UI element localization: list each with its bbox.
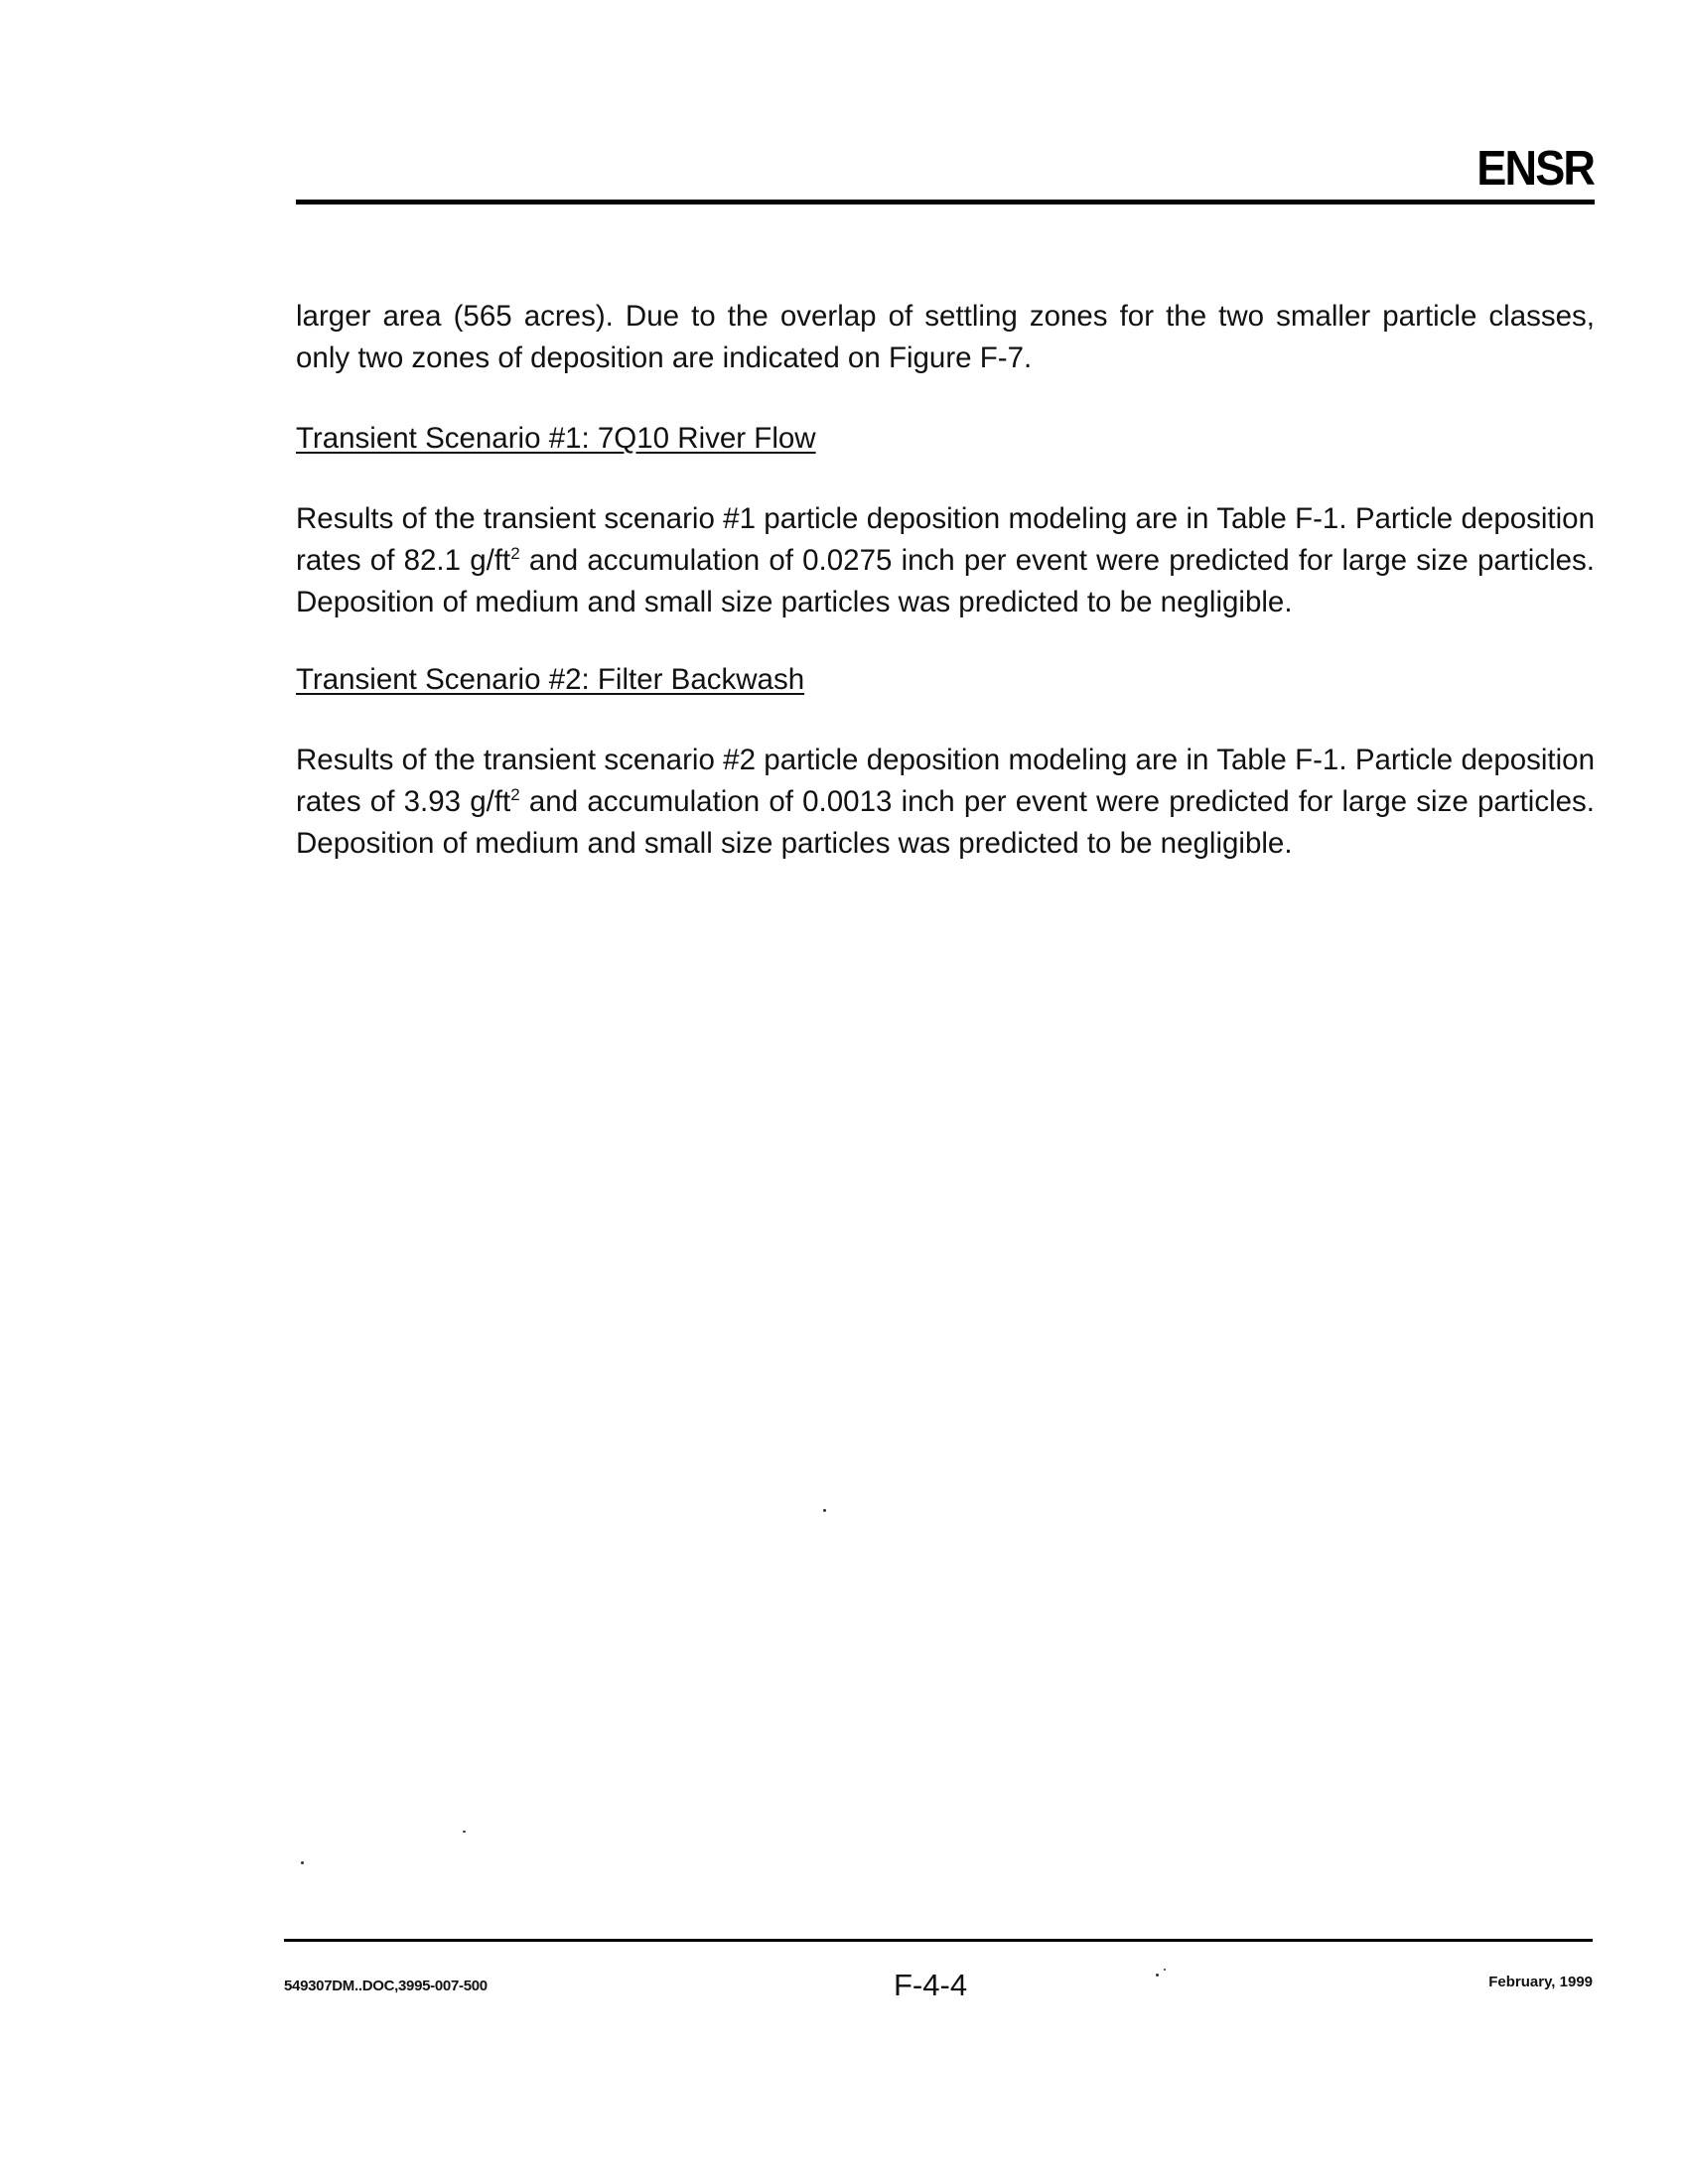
footer-rule: [284, 1939, 1593, 1942]
paragraph-scenario-1-part-b: and accumulation of 0.0275 inch per event were predicted for large size particles. Deposition of medium and small size particles was predicted to be negligible.: [296, 544, 1595, 618]
superscript-exponent: 2: [510, 785, 520, 805]
paragraph-scenario-1-part-a: Results of the transient scenario #1 particle deposition modeling are in Table F-1. Particle deposition rates of 82.1 g/ft: [296, 502, 1595, 577]
page-number: F-4-4: [894, 1968, 968, 2002]
scan-speck: [1164, 1969, 1166, 1971]
scan-speck: [823, 1509, 826, 1512]
header-rule: [296, 200, 1595, 205]
company-logo: ENSR: [1476, 142, 1594, 196]
body-content: [296, 296, 1595, 865]
paragraph-intro: larger area (565 acres). Due to the overlap of settling zones for the two smaller particle classes, only two zones of deposition are indicated on Figure F-7.: [296, 300, 1595, 374]
paragraph-scenario-2: [296, 740, 1595, 865]
document-id: 549307DM..DOC,3995-007-500: [284, 1978, 488, 1994]
section-heading-scenario-2: Transient Scenario #2: Filter Backwash: [296, 663, 805, 696]
document-date: February, 1999: [1488, 1974, 1593, 1990]
superscript-exponent: 2: [510, 544, 520, 564]
scan-speck: [1156, 1974, 1159, 1977]
scan-speck: [301, 1861, 304, 1864]
paragraph-scenario-1: [296, 498, 1595, 623]
paragraph-scenario-2-part-a: Results of the transient scenario #2 particle deposition modeling are in Table F-1. Particle deposition rates of 3.93 g/ft: [296, 744, 1595, 818]
section-heading-scenario-1: Transient Scenario #1: 7Q10 River Flow: [296, 422, 816, 455]
scan-speck: [463, 1831, 466, 1833]
paragraph-scenario-2-part-b: and accumulation of 0.0013 inch per event were predicted for large size particles. Deposition of medium and small size particles was predicted to be negligible.: [296, 785, 1595, 860]
